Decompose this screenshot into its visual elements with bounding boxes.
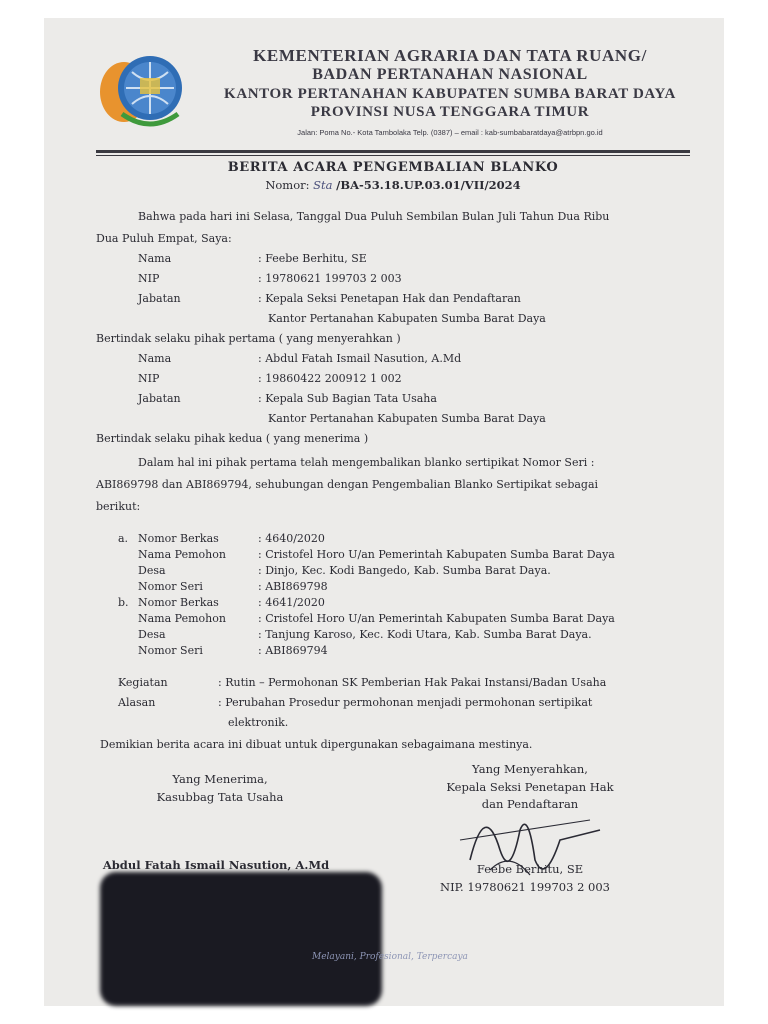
alasan-label: Alasan <box>118 696 156 709</box>
p2-role: Bertindak selaku pihak kedua ( yang menerima ) <box>96 432 369 445</box>
body-line-2: ABI869798 dan ABI869794, sehubungan dengan Pengembalian Blanko Sertipikat sebagai <box>96 478 599 491</box>
item-a-pemohon: : Cristofel Horo U/an Pemerintah Kabupaten Sumba Barat Daya <box>258 548 615 561</box>
p1-role: Bertindak selaku pihak pertama ( yang menyerahkan ) <box>96 332 401 345</box>
p2-nip: : 19860422 200912 1 002 <box>258 372 402 385</box>
footer-watermark: Melayani, Profesional, Terpercaya <box>312 952 468 962</box>
item-a-pemohon-label: Nama Pemohon <box>138 548 226 561</box>
p1-nip: : 19780621 199703 2 003 <box>258 272 402 285</box>
item-b-berkas: : 4641/2020 <box>258 596 325 609</box>
p1-nama-label: Nama <box>138 252 172 265</box>
item-a-seri-label: Nomor Seri <box>138 580 203 593</box>
header-line-3: KANTOR PERTANAHAN KABUPATEN SUMBA BARAT DAYA <box>224 86 676 102</box>
p1-nip-label: NIP <box>138 272 160 285</box>
sign-right-line-1: Yang Menyerahkan, <box>472 762 588 776</box>
kegiatan-label: Kegiatan <box>118 676 168 689</box>
alasan-value-2: elektronik. <box>228 716 289 729</box>
item-a-berkas-label: Nomor Berkas <box>138 532 219 545</box>
item-b-marker: b. <box>118 596 129 609</box>
sign-left-name: Abdul Fatah Ismail Nasution, A.Md <box>102 858 330 872</box>
header-address: Jalan: Poma No.- Kota Tambolaka Telp. (0387) – email : kab-sumbabaratdaya@atrbpn.go.id <box>297 128 603 137</box>
header-rule-thin <box>96 155 690 156</box>
body-line-1: Dalam hal ini pihak pertama telah mengembalikan blanko sertipikat Nomor Seri : <box>138 456 595 469</box>
nomor-handwritten: Sta <box>313 178 333 192</box>
p1-jabatan-1: : Kepala Seksi Penetapan Hak dan Pendaftaran <box>258 292 521 305</box>
sign-right-line-3: dan Pendaftaran <box>481 797 579 811</box>
item-b-pemohon: : Cristofel Horo U/an Pemerintah Kabupaten Sumba Barat Daya <box>258 612 615 625</box>
sign-right-name: Feebe Berhitu, SE <box>476 862 584 876</box>
kegiatan-value: : Rutin – Permohonan SK Pemberian Hak Pakai Instansi/Badan Usaha <box>218 676 607 689</box>
sign-left-line-2: Kasubbag Tata Usaha <box>156 790 284 804</box>
item-a-marker: a. <box>118 532 129 545</box>
item-a-desa-label: Desa <box>138 564 166 577</box>
item-a-desa: : Dinjo, Kec. Kodi Bangedo, Kab. Sumba Barat Daya. <box>258 564 551 577</box>
item-b-pemohon-label: Nama Pemohon <box>138 612 226 625</box>
document-number <box>96 178 690 192</box>
p2-nama-label: Nama <box>138 352 172 365</box>
item-b-berkas-label: Nomor Berkas <box>138 596 219 609</box>
p2-jabatan-label: Jabatan <box>138 392 181 405</box>
sign-right-nip: NIP. 19780621 199703 2 003 <box>440 880 610 894</box>
p2-nip-label: NIP <box>138 372 160 385</box>
header-line-2: BADAN PERTANAHAN NASIONAL <box>312 66 588 83</box>
bpn-logo-icon <box>96 48 188 134</box>
p2-jabatan-2: Kantor Pertanahan Kabupaten Sumba Barat Daya <box>268 412 546 425</box>
item-b-seri: : ABI869794 <box>258 644 328 657</box>
redacted-stamp-area <box>100 872 382 1006</box>
sign-right-line-2: Kepala Seksi Penetapan Hak <box>446 780 614 794</box>
header-rule-thick <box>96 150 690 153</box>
p2-jabatan-1: : Kepala Sub Bagian Tata Usaha <box>258 392 437 405</box>
header-line-1: KEMENTERIAN AGRARIA DAN TATA RUANG/ <box>253 46 647 65</box>
sign-left-line-1: Yang Menerima, <box>172 772 268 786</box>
closing-text: Demikian berita acara ini dibuat untuk dipergunakan sebagaimana mestinya. <box>100 738 533 751</box>
alasan-value-1: : Perubahan Prosedur permohonan menjadi permohonan sertipikat <box>218 696 593 709</box>
item-b-desa-label: Desa <box>138 628 166 641</box>
item-b-seri-label: Nomor Seri <box>138 644 203 657</box>
item-a-seri: : ABI869798 <box>258 580 328 593</box>
p1-jabatan-label: Jabatan <box>138 292 181 305</box>
p1-jabatan-2: Kantor Pertanahan Kabupaten Sumba Barat Daya <box>268 312 546 325</box>
document-title: BERITA ACARA PENGEMBALIAN BLANKO <box>227 160 559 175</box>
body-line-3: berikut: <box>96 500 141 513</box>
item-b-desa: : Tanjung Karoso, Kec. Kodi Utara, Kab. Sumba Barat Daya. <box>258 628 592 641</box>
intro-line-2: Dua Puluh Empat, Saya: <box>96 232 232 245</box>
p1-nama: : Feebe Berhitu, SE <box>258 252 367 265</box>
item-a-berkas: : 4640/2020 <box>258 532 325 545</box>
header-line-4: PROVINSI NUSA TENGGARA TIMUR <box>310 104 590 120</box>
nomor-value: /BA-53.18.UP.03.01/VII/2024 <box>336 178 521 192</box>
p2-nama: : Abdul Fatah Ismail Nasution, A.Md <box>258 352 462 365</box>
intro-line-1: Bahwa pada hari ini Selasa, Tanggal Dua Puluh Sembilan Bulan Juli Tahun Dua Ribu <box>138 210 610 223</box>
nomor-prefix: Nomor: <box>265 178 310 192</box>
